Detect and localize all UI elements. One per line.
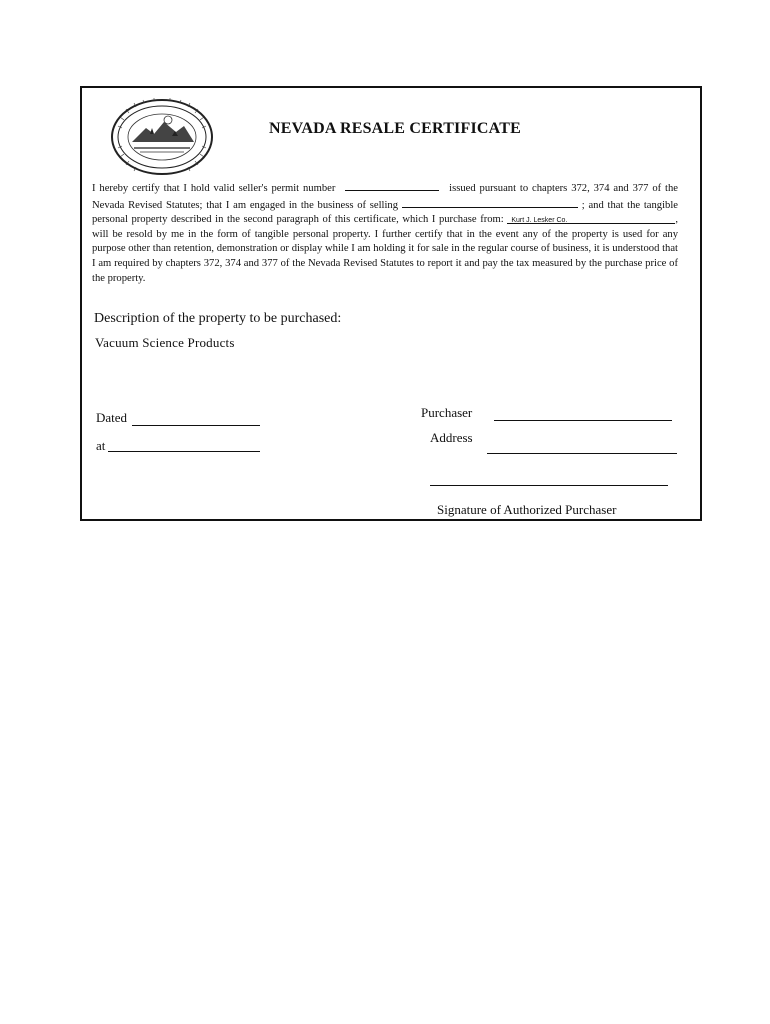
purchaser-field[interactable] [494, 420, 672, 421]
vendor-name: Kurt J. Lesker Co. [511, 217, 568, 225]
paragraph-part-2: issued pursuant to chapters 372, 374 and 377 of the Nevada Revised Statutes; that I am engaged in the business of selling [92, 183, 678, 211]
signature-label: Signature of Authorized Purchaser [437, 502, 617, 517]
dated-field[interactable] [132, 425, 260, 426]
paragraph-part-1: I hereby certify that I hold valid seller's permit number [92, 183, 336, 194]
document-title: NEVADA RESALE CERTIFICATE [269, 120, 521, 137]
certification-paragraph [92, 180, 678, 286]
vendor-field[interactable] [507, 213, 675, 224]
paragraph-part-3: ; and that the tangible personal property described in the second paragraph of this certificate, which I purchase from: [92, 199, 678, 226]
address-field[interactable] [487, 453, 677, 454]
address-label: Address [430, 430, 473, 445]
at-label: at [96, 438, 106, 453]
purchaser-label: Purchaser [421, 405, 473, 420]
dated-label: Dated [96, 410, 128, 425]
signature-field[interactable] [430, 485, 668, 486]
business-type-field[interactable] [402, 197, 578, 208]
description-label: Description of the property to be purchased: [94, 311, 342, 326]
paragraph-part-4: , will be resold by me in the form of tangible personal property. I further certify that in the event any of the property is used for any purpose other than retention, demonstration or display while I am holding it for sale in the regular course of business, it is understood that I am required by chapters 372, 374 and 377 of the Nevada Revised Statutes to report it and pay the tax measured by the purchase price of the property. [92, 214, 678, 284]
permit-number-field[interactable] [345, 180, 439, 191]
description-value: Vacuum Science Products [95, 335, 235, 350]
location-field[interactable] [108, 451, 260, 452]
